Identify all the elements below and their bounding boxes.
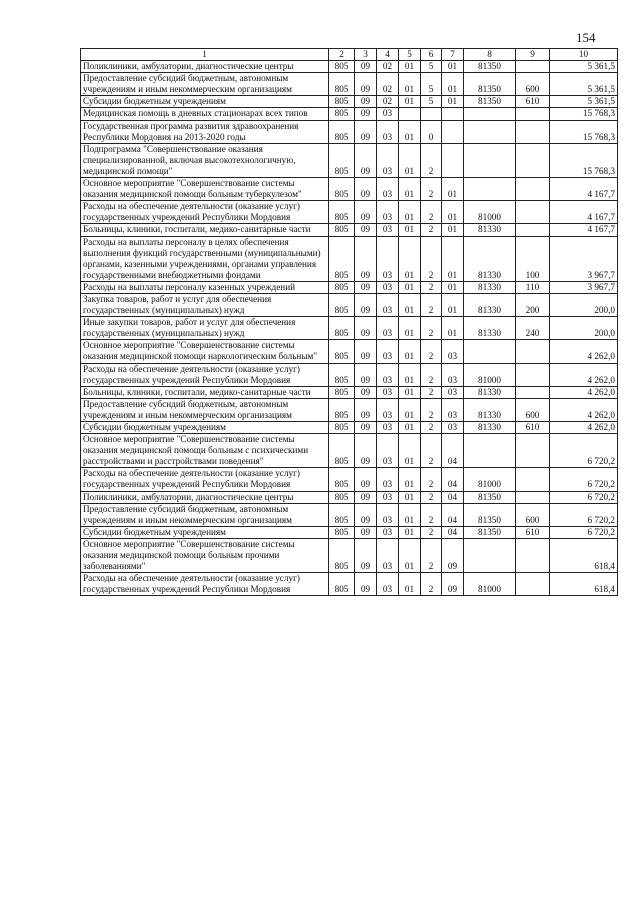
col-8-code: 81350	[464, 503, 516, 526]
col-2-code: 805	[329, 281, 355, 293]
col-2-code: 805	[329, 293, 355, 316]
col-8-code: 81350	[464, 73, 516, 96]
col-3-code: 09	[355, 281, 377, 293]
col-2-code: 805	[329, 224, 355, 236]
col-9-code	[516, 201, 550, 224]
table-row	[81, 61, 618, 73]
col-3-code: 09	[355, 434, 377, 468]
col-4-code: 03	[377, 573, 399, 596]
col-6-code: 2	[421, 143, 442, 177]
col-3-code: 09	[355, 386, 377, 398]
col-9-code	[516, 434, 550, 468]
row-amount: 4 262,0	[550, 363, 618, 386]
col-2-code: 805	[329, 143, 355, 177]
col-9-code	[516, 143, 550, 177]
col-9-code	[516, 573, 550, 596]
col-3-code: 09	[355, 468, 377, 491]
col-7-code: 01	[442, 61, 464, 73]
row-amount: 3 967,7	[550, 236, 618, 281]
col-9-code: 610	[516, 422, 550, 434]
row-amount: 6 720,2	[550, 434, 618, 468]
col-5-code	[399, 108, 421, 120]
col-6-code: 2	[421, 503, 442, 526]
col-9-code: 240	[516, 317, 550, 340]
table-row	[81, 491, 618, 503]
row-name: Медицинская помощь в дневных стационарах всех типов	[81, 108, 329, 120]
col-7-code	[442, 108, 464, 120]
row-amount: 200,0	[550, 293, 618, 316]
row-name: Субсидии бюджетным учреждениям	[81, 96, 329, 108]
col-6-code: 2	[421, 178, 442, 201]
col-7-code: 01	[442, 201, 464, 224]
col-6-code: 2	[421, 538, 442, 572]
col-3-code: 09	[355, 96, 377, 108]
col-6-code: 2	[421, 293, 442, 316]
col-4-code: 03	[377, 281, 399, 293]
col-4-code: 03	[377, 178, 399, 201]
col-9-code	[516, 363, 550, 386]
row-name: Государственная программа развития здравоохранения Республики Мордовия на 2013-2020 годы	[81, 120, 329, 143]
col-8-code: 81350	[464, 61, 516, 73]
col-3-code: 09	[355, 538, 377, 572]
col-5-code: 01	[399, 236, 421, 281]
col-5-code: 01	[399, 538, 421, 572]
col-9-code: 110	[516, 281, 550, 293]
col-5-code: 01	[399, 363, 421, 386]
row-name: Основное мероприятие "Совершенствование системы оказания медицинской помощи больным туберкулезом"	[81, 178, 329, 201]
col-9-code: 600	[516, 73, 550, 96]
col-4-code: 03	[377, 201, 399, 224]
col-3-code: 09	[355, 143, 377, 177]
col-8-code: 81000	[464, 573, 516, 596]
col-7-code: 03	[442, 422, 464, 434]
col-2-code: 805	[329, 538, 355, 572]
col-7-code	[442, 143, 464, 177]
col-5-code: 01	[399, 201, 421, 224]
row-amount: 4 262,0	[550, 340, 618, 363]
col-3-code: 09	[355, 61, 377, 73]
row-name: Предоставление субсидий бюджетным, автономным учреждениям и иным некоммерческим организациям	[81, 503, 329, 526]
col-6-code: 0	[421, 120, 442, 143]
row-amount: 15 768,3	[550, 143, 618, 177]
col-8-code: 81330	[464, 317, 516, 340]
col-5-code: 01	[399, 143, 421, 177]
row-name: Поликлиники, амбулатории, диагностические центры	[81, 491, 329, 503]
row-amount: 15 768,3	[550, 108, 618, 120]
col-6-code: 2	[421, 398, 442, 421]
col-3-code: 09	[355, 491, 377, 503]
table-row	[81, 538, 618, 572]
col-7-code: 04	[442, 468, 464, 491]
table-row	[81, 293, 618, 316]
col-2-code: 805	[329, 236, 355, 281]
col-6-code: 2	[421, 317, 442, 340]
col-4-code: 03	[377, 317, 399, 340]
col-5-code: 01	[399, 340, 421, 363]
col-5-code: 01	[399, 491, 421, 503]
col-8-code: 81350	[464, 491, 516, 503]
col-5-code: 01	[399, 503, 421, 526]
col-3-code: 09	[355, 224, 377, 236]
col-2-code: 805	[329, 434, 355, 468]
col-2-code: 805	[329, 573, 355, 596]
col-6-code: 2	[421, 526, 442, 538]
col-8-code: 81330	[464, 281, 516, 293]
col-5-code: 01	[399, 434, 421, 468]
row-name: Основное мероприятие "Совершенствование системы оказания медицинской помощи больным прочими заболеваниями"	[81, 538, 329, 572]
col-3-code: 09	[355, 363, 377, 386]
col-4-code: 03	[377, 491, 399, 503]
col-8-code	[464, 434, 516, 468]
col-2-code: 805	[329, 491, 355, 503]
col-4-code: 03	[377, 422, 399, 434]
col-7-code: 03	[442, 398, 464, 421]
col-4-code: 03	[377, 434, 399, 468]
col-8-code: 81000	[464, 201, 516, 224]
col-7-code: 03	[442, 340, 464, 363]
row-amount: 4 262,0	[550, 386, 618, 398]
column-header: 10	[550, 49, 618, 61]
row-amount: 6 720,2	[550, 503, 618, 526]
col-5-code: 01	[399, 526, 421, 538]
col-4-code: 03	[377, 340, 399, 363]
row-name: Основное мероприятие "Совершенствование системы оказания медицинской помощи больным с психическими расстройствами и расстройствами поведения"	[81, 434, 329, 468]
col-8-code: 81350	[464, 96, 516, 108]
col-4-code: 03	[377, 143, 399, 177]
row-name: Расходы на выплаты персоналу казенных учреждений	[81, 281, 329, 293]
column-header: 5	[399, 49, 421, 61]
col-9-code	[516, 491, 550, 503]
col-5-code: 01	[399, 573, 421, 596]
col-9-code: 100	[516, 236, 550, 281]
col-4-code: 03	[377, 468, 399, 491]
col-7-code: 01	[442, 317, 464, 340]
col-2-code: 805	[329, 363, 355, 386]
col-2-code: 805	[329, 120, 355, 143]
col-7-code: 01	[442, 293, 464, 316]
page-number: 154	[576, 30, 596, 45]
col-6-code: 2	[421, 224, 442, 236]
row-name: Расходы на обеспечение деятельности (оказание услуг) государственных учреждений Республики Мордовия	[81, 573, 329, 596]
table-row	[81, 96, 618, 108]
col-4-code: 03	[377, 224, 399, 236]
col-9-code: 200	[516, 293, 550, 316]
col-4-code: 03	[377, 503, 399, 526]
col-6-code: 2	[421, 468, 442, 491]
col-5-code: 01	[399, 317, 421, 340]
col-2-code: 805	[329, 108, 355, 120]
col-8-code: 81330	[464, 293, 516, 316]
col-5-code: 01	[399, 468, 421, 491]
col-7-code	[442, 120, 464, 143]
row-name: Иные закупки товаров, работ и услуг для обеспечения государственных (муниципальных) нужд	[81, 317, 329, 340]
col-5-code: 01	[399, 120, 421, 143]
row-name: Поликлиники, амбулатории, диагностические центры	[81, 61, 329, 73]
table-row	[81, 108, 618, 120]
row-amount: 618,4	[550, 538, 618, 572]
header-row	[81, 49, 618, 61]
col-9-code: 610	[516, 526, 550, 538]
col-6-code: 2	[421, 363, 442, 386]
col-5-code: 01	[399, 96, 421, 108]
col-5-code: 01	[399, 178, 421, 201]
table-row	[81, 143, 618, 177]
col-9-code: 600	[516, 398, 550, 421]
column-header: 3	[355, 49, 377, 61]
row-name: Предоставление субсидий бюджетным, автономным учреждениям и иным некоммерческим организациям	[81, 73, 329, 96]
col-7-code: 04	[442, 434, 464, 468]
col-3-code: 09	[355, 293, 377, 316]
col-3-code: 09	[355, 73, 377, 96]
col-2-code: 805	[329, 398, 355, 421]
col-8-code: 81330	[464, 398, 516, 421]
col-9-code	[516, 178, 550, 201]
col-8-code	[464, 108, 516, 120]
col-4-code: 03	[377, 293, 399, 316]
table-row	[81, 201, 618, 224]
col-6-code: 2	[421, 281, 442, 293]
column-header: 7	[442, 49, 464, 61]
col-5-code: 01	[399, 293, 421, 316]
row-name: Расходы на обеспечение деятельности (оказание услуг) государственных учреждений Республики Мордовия	[81, 363, 329, 386]
col-8-code: 81330	[464, 236, 516, 281]
col-7-code: 01	[442, 224, 464, 236]
col-7-code: 03	[442, 386, 464, 398]
col-7-code: 04	[442, 491, 464, 503]
col-3-code: 09	[355, 503, 377, 526]
table-row	[81, 434, 618, 468]
col-8-code	[464, 538, 516, 572]
row-amount: 3 967,7	[550, 281, 618, 293]
col-2-code: 805	[329, 178, 355, 201]
col-6-code: 5	[421, 73, 442, 96]
col-4-code: 03	[377, 108, 399, 120]
column-header: 8	[464, 49, 516, 61]
row-name: Закупка товаров, работ и услуг для обеспечения государственных (муниципальных) нужд	[81, 293, 329, 316]
col-5-code: 01	[399, 422, 421, 434]
row-name: Подпрограмма "Совершенствование оказания специализированной, включая высокотехнологичную, медицинской помощи"	[81, 143, 329, 177]
col-9-code	[516, 340, 550, 363]
row-amount: 618,4	[550, 573, 618, 596]
col-2-code: 805	[329, 386, 355, 398]
col-4-code: 03	[377, 363, 399, 386]
column-header: 2	[329, 49, 355, 61]
col-5-code: 01	[399, 61, 421, 73]
row-amount: 4 167,7	[550, 178, 618, 201]
table-row	[81, 468, 618, 491]
col-2-code: 805	[329, 317, 355, 340]
col-9-code	[516, 386, 550, 398]
col-8-code	[464, 340, 516, 363]
row-name: Субсидии бюджетным учреждениям	[81, 422, 329, 434]
row-amount: 4 262,0	[550, 422, 618, 434]
col-3-code: 09	[355, 398, 377, 421]
col-9-code	[516, 61, 550, 73]
table-row	[81, 120, 618, 143]
row-name: Предоставление субсидий бюджетным, автономным учреждениям и иным некоммерческим организациям	[81, 398, 329, 421]
col-2-code: 805	[329, 422, 355, 434]
row-amount: 6 720,2	[550, 468, 618, 491]
budget-table	[80, 48, 618, 596]
col-6-code: 5	[421, 96, 442, 108]
table-row	[81, 317, 618, 340]
col-9-code: 610	[516, 96, 550, 108]
row-name: Расходы на обеспечение деятельности (оказание услуг) государственных учреждений Республики Мордовия	[81, 468, 329, 491]
col-6-code: 2	[421, 573, 442, 596]
col-3-code: 09	[355, 573, 377, 596]
col-5-code: 01	[399, 224, 421, 236]
column-header: 6	[421, 49, 442, 61]
table-row	[81, 340, 618, 363]
col-7-code: 04	[442, 503, 464, 526]
row-amount: 4 167,7	[550, 224, 618, 236]
col-6-code: 2	[421, 434, 442, 468]
col-2-code: 805	[329, 201, 355, 224]
col-9-code	[516, 468, 550, 491]
col-6-code: 2	[421, 236, 442, 281]
col-7-code: 01	[442, 73, 464, 96]
col-9-code	[516, 224, 550, 236]
col-2-code: 805	[329, 526, 355, 538]
table-row	[81, 503, 618, 526]
col-6-code: 5	[421, 61, 442, 73]
row-name: Основное мероприятие "Совершенствование системы оказания медицинской помощи наркологическим больным"	[81, 340, 329, 363]
col-5-code: 01	[399, 398, 421, 421]
col-3-code: 09	[355, 340, 377, 363]
row-name: Расходы на обеспечение деятельности (оказание услуг) государственных учреждений Республики Мордовия	[81, 201, 329, 224]
col-3-code: 09	[355, 120, 377, 143]
table-row	[81, 526, 618, 538]
col-4-code: 03	[377, 386, 399, 398]
col-8-code: 81330	[464, 422, 516, 434]
row-name: Больницы, клиники, госпитали, медико-санитарные части	[81, 386, 329, 398]
table-row	[81, 398, 618, 421]
table-row	[81, 73, 618, 96]
col-4-code: 02	[377, 96, 399, 108]
col-2-code: 805	[329, 61, 355, 73]
col-8-code: 81350	[464, 526, 516, 538]
col-4-code: 02	[377, 61, 399, 73]
col-9-code	[516, 108, 550, 120]
col-8-code	[464, 120, 516, 143]
col-2-code: 805	[329, 468, 355, 491]
col-6-code: 2	[421, 386, 442, 398]
table-row	[81, 178, 618, 201]
col-6-code: 2	[421, 201, 442, 224]
col-8-code: 81330	[464, 224, 516, 236]
row-amount: 4 262,0	[550, 398, 618, 421]
col-7-code: 03	[442, 363, 464, 386]
col-4-code: 03	[377, 526, 399, 538]
col-7-code: 09	[442, 538, 464, 572]
col-8-code	[464, 143, 516, 177]
col-4-code: 03	[377, 236, 399, 281]
col-8-code: 81000	[464, 363, 516, 386]
table-row	[81, 573, 618, 596]
col-9-code	[516, 538, 550, 572]
col-2-code: 805	[329, 503, 355, 526]
col-7-code: 01	[442, 96, 464, 108]
col-9-code: 600	[516, 503, 550, 526]
row-amount: 15 768,3	[550, 120, 618, 143]
col-6-code: 2	[421, 422, 442, 434]
col-2-code: 805	[329, 96, 355, 108]
table-row	[81, 281, 618, 293]
col-5-code: 01	[399, 73, 421, 96]
col-6-code	[421, 108, 442, 120]
table-body	[81, 61, 618, 596]
row-amount: 5 361,5	[550, 73, 618, 96]
col-7-code: 04	[442, 526, 464, 538]
col-3-code: 09	[355, 201, 377, 224]
row-amount: 6 720,2	[550, 526, 618, 538]
col-3-code: 09	[355, 178, 377, 201]
col-2-code: 805	[329, 73, 355, 96]
row-name: Больницы, клиники, госпитали, медико-санитарные части	[81, 224, 329, 236]
col-4-code: 03	[377, 538, 399, 572]
row-amount: 6 720,2	[550, 491, 618, 503]
col-8-code: 81330	[464, 386, 516, 398]
table-row	[81, 224, 618, 236]
column-header: 9	[516, 49, 550, 61]
row-name: Расходы на выплаты персоналу в целях обеспечения выполнения функций государственными (муниципальными) органами, казенными учреждениями, органами управления государственными внебюджетными фондами	[81, 236, 329, 281]
col-6-code: 2	[421, 491, 442, 503]
col-3-code: 09	[355, 108, 377, 120]
col-4-code: 03	[377, 120, 399, 143]
col-7-code: 01	[442, 236, 464, 281]
row-amount: 4 167,7	[550, 201, 618, 224]
row-amount: 200,0	[550, 317, 618, 340]
col-8-code	[464, 178, 516, 201]
column-header: 4	[377, 49, 399, 61]
row-name: Субсидии бюджетным учреждениям	[81, 526, 329, 538]
col-5-code: 01	[399, 386, 421, 398]
col-5-code: 01	[399, 281, 421, 293]
col-3-code: 09	[355, 236, 377, 281]
column-header: 1	[81, 49, 329, 61]
col-7-code: 09	[442, 573, 464, 596]
table-row	[81, 422, 618, 434]
col-6-code: 2	[421, 340, 442, 363]
row-amount: 5 361,5	[550, 96, 618, 108]
col-3-code: 09	[355, 422, 377, 434]
col-4-code: 03	[377, 398, 399, 421]
col-8-code: 81000	[464, 468, 516, 491]
table-row	[81, 386, 618, 398]
col-3-code: 09	[355, 317, 377, 340]
col-4-code: 02	[377, 73, 399, 96]
table-row	[81, 363, 618, 386]
col-3-code: 09	[355, 526, 377, 538]
col-7-code: 01	[442, 178, 464, 201]
table-row	[81, 236, 618, 281]
col-2-code: 805	[329, 340, 355, 363]
row-amount: 5 361,5	[550, 61, 618, 73]
col-9-code	[516, 120, 550, 143]
col-7-code: 01	[442, 281, 464, 293]
